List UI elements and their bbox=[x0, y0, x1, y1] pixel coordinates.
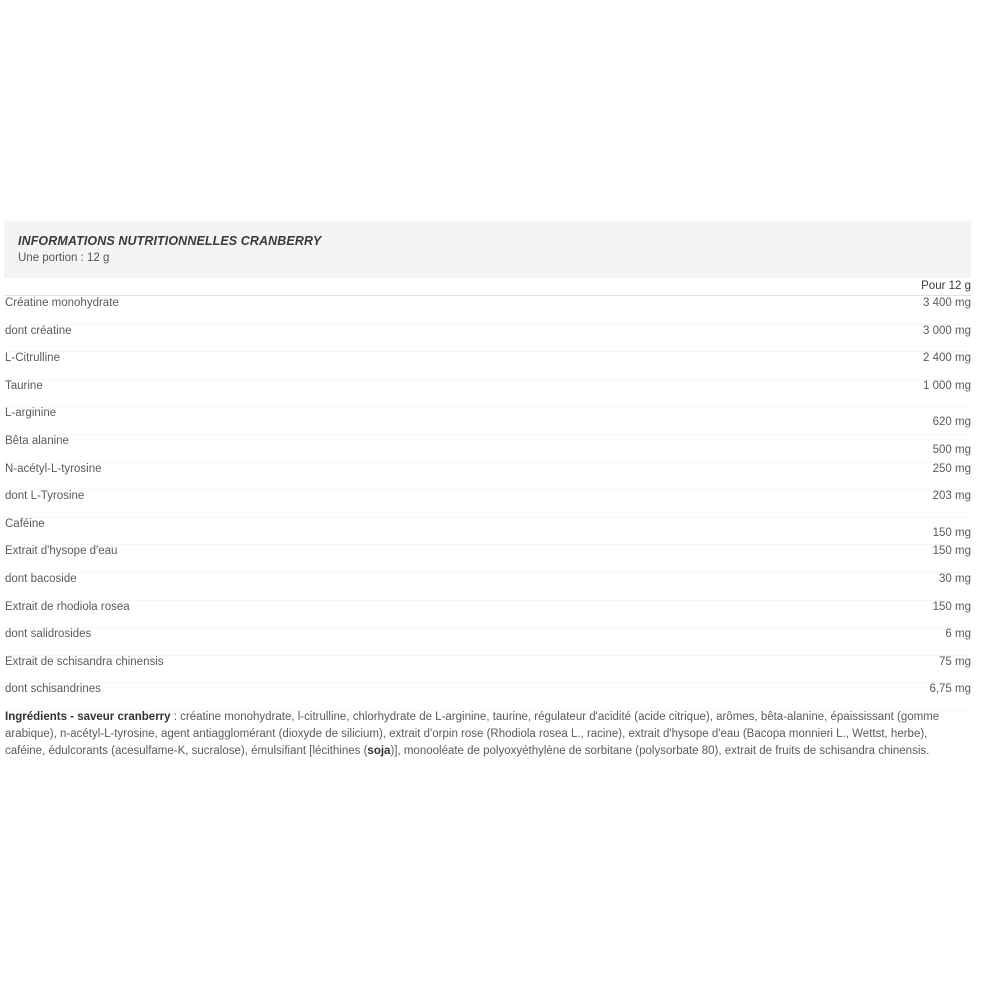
table-row bbox=[4, 352, 971, 380]
table-row bbox=[4, 518, 971, 546]
nutrition-header bbox=[4, 221, 971, 278]
table-row bbox=[4, 325, 971, 353]
ingredients-label: Ingrédients - saveur cranberry bbox=[5, 711, 171, 723]
row-value: 203 mg bbox=[932, 490, 971, 503]
table-row bbox=[4, 545, 971, 573]
row-name: Caféine bbox=[5, 517, 45, 530]
row-value: 250 mg bbox=[932, 462, 971, 475]
row-value: 3 000 mg bbox=[923, 324, 971, 337]
row-name: dont bacoside bbox=[5, 572, 77, 585]
ingredients-text-after: )], monooléate de polyoxyéthylène de sorbitane (polysorbate 80), extrait de fruits de schisandra chinensis. bbox=[390, 745, 930, 757]
table-row bbox=[4, 407, 971, 435]
ingredients-paragraph bbox=[5, 709, 965, 760]
table-row bbox=[4, 683, 971, 711]
row-value: 6 mg bbox=[945, 628, 971, 641]
row-value: 1 000 mg bbox=[923, 379, 971, 392]
allergen-highlight: soja bbox=[367, 745, 391, 757]
row-name: Extrait de rhodiola rosea bbox=[5, 600, 130, 613]
column-header-per-serving: Pour 12 g bbox=[921, 280, 971, 292]
table-row bbox=[4, 573, 971, 601]
table-row bbox=[4, 463, 971, 491]
row-name: N-acétyl-L-tyrosine bbox=[5, 462, 102, 475]
row-name: Extrait d'hysope d'eau bbox=[5, 545, 118, 558]
row-name: Taurine bbox=[5, 379, 43, 392]
table-row bbox=[4, 601, 971, 629]
row-value: 75 mg bbox=[939, 655, 971, 668]
row-name: dont créatine bbox=[5, 324, 72, 337]
row-name: Extrait de schisandra chinensis bbox=[5, 655, 164, 668]
row-name: Créatine monohydrate bbox=[5, 297, 119, 309]
table-row bbox=[4, 628, 971, 656]
serving-size: Une portion : 12 g bbox=[18, 252, 110, 264]
row-value: 150 mg bbox=[932, 526, 971, 539]
row-value: 150 mg bbox=[932, 545, 971, 558]
row-value: 30 mg bbox=[939, 572, 971, 585]
row-name: dont L-Tyrosine bbox=[5, 490, 85, 503]
nutrition-table bbox=[4, 297, 971, 711]
nutrition-title: INFORMATIONS NUTRITIONNELLES CRANBERRY bbox=[18, 234, 322, 248]
table-row bbox=[4, 490, 971, 518]
row-name: Bêta alanine bbox=[5, 434, 69, 447]
table-row bbox=[4, 435, 971, 463]
row-value: 500 mg bbox=[932, 443, 971, 456]
header-divider bbox=[4, 295, 971, 296]
row-name: dont schisandrines bbox=[5, 683, 101, 696]
row-value: 620 mg bbox=[932, 416, 971, 429]
table-row bbox=[4, 656, 971, 684]
table-row bbox=[4, 380, 971, 408]
nutrition-panel bbox=[4, 221, 971, 696]
ingredients-text-before: : créatine monohydrate, l-citrulline, chlorhydrate de L-arginine, taurine, régulateur d'acidité (acide citrique), arômes, bêta-alanine, épaississant (gomme arabique), n-acétyl-L-tyrosine, agent antiagglomérant (dioxyde de silicium), extrait d'orpin rose (Rhodiola rosea L., racine), extrait d'hysope d'eau (Bacopa monnieri L., Wettst, herbe), caféine, édulcorants (acesulfame-K, sucralose), émulsifiant [lécithines ( bbox=[5, 711, 940, 757]
row-value: 150 mg bbox=[932, 600, 971, 613]
row-value: 6,75 mg bbox=[929, 683, 971, 696]
row-value: 2 400 mg bbox=[923, 352, 971, 365]
row-name: L-Citrulline bbox=[5, 352, 60, 365]
row-name: L-arginine bbox=[5, 407, 57, 420]
row-name: dont salidrosides bbox=[5, 628, 92, 641]
table-row bbox=[4, 297, 971, 325]
row-value: 3 400 mg bbox=[923, 297, 971, 309]
